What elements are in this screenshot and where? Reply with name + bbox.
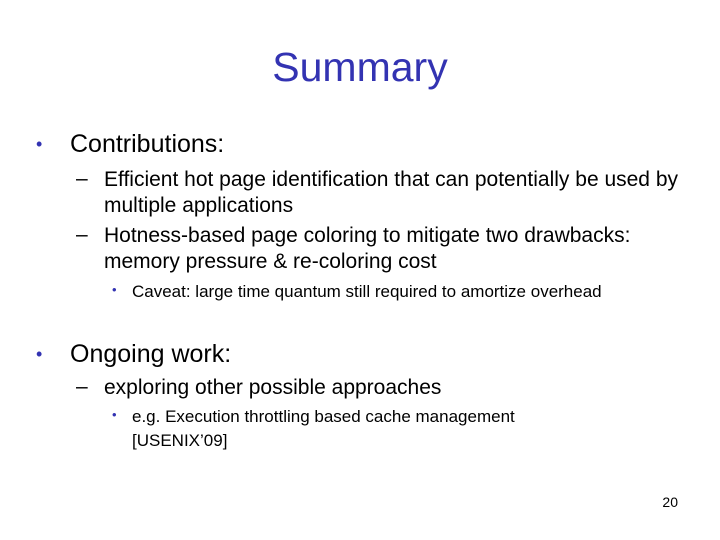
bullet-icon: •	[112, 282, 117, 297]
example-text: e.g. Execution throttling based cache management [USENIX’09]	[132, 407, 515, 450]
page-number: 20	[662, 494, 678, 510]
contribution-point-2-text: Hotness-based page coloring to mitigate two drawbacks: memory pressure & re-coloring cost	[104, 224, 631, 273]
ongoing-heading: Ongoing work:	[70, 340, 232, 368]
bullet-icon: •	[36, 344, 43, 364]
bullet-icon: •	[36, 134, 43, 154]
caveat-text: Caveat: large time quantum still required to amortize overhead	[132, 282, 602, 301]
ongoing-point-text: exploring other possible approaches	[104, 376, 442, 399]
contributions-heading: Contributions:	[70, 130, 225, 158]
contribution-point-1-text: Efficient hot page identification that can potentially be used by multiple applications	[104, 168, 679, 217]
dash-icon: –	[76, 375, 88, 398]
slide-title: Summary	[272, 44, 448, 90]
dash-icon: –	[76, 223, 88, 246]
dash-icon: –	[76, 167, 88, 190]
bullet-icon: •	[112, 407, 117, 422]
